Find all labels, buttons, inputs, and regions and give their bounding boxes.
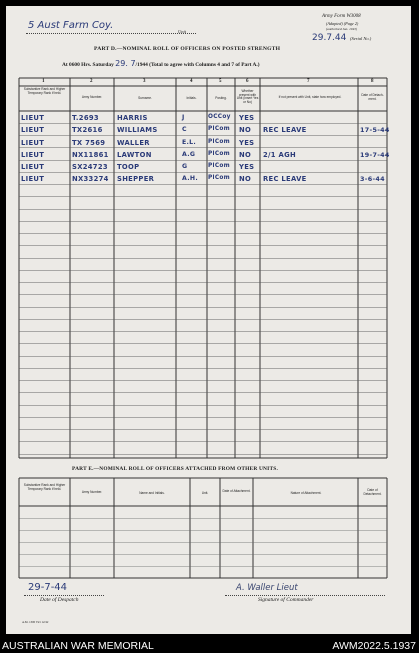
cell-rank: LIEUT — [21, 114, 45, 122]
col-header-detach-date: Date of Detach-ment. — [361, 93, 384, 101]
cell-surname: LAWTON — [117, 150, 152, 159]
col-number-4: 4 — [190, 79, 193, 84]
cell-rank: LIEUT — [21, 126, 45, 135]
cell-posting: PlCom — [208, 138, 231, 145]
col-number-6: 6 — [246, 79, 249, 84]
cell-present: YES — [239, 114, 255, 122]
army-form-label: Army Form W3008 — [322, 14, 361, 19]
col-header-surname: Surname. — [138, 96, 152, 100]
cell-posting: OCCoy — [208, 114, 231, 120]
cell-present: NO — [239, 126, 252, 135]
cell-surname: HARRIS — [117, 114, 148, 122]
col-number-5: 5 — [219, 79, 222, 84]
adapted-label: (Adapted) (Page 2) — [326, 21, 359, 26]
cell-present: NO — [239, 150, 252, 159]
cell-posting: PlCom — [208, 126, 231, 133]
cell-present: YES — [239, 138, 255, 147]
commander-signature: A. Waller Lieut — [236, 583, 298, 593]
at-line-date-handwritten: 29. 7 — [115, 59, 136, 68]
cell-rank: LIEUT — [21, 163, 45, 171]
cell-employed: REC LEAVE — [263, 175, 307, 184]
at-line-prefix: At 0600 Hrs. Saturday — [62, 62, 114, 68]
cell-date: 19-7-44 — [360, 150, 390, 159]
cell-employed: 2/1 AGH — [263, 150, 296, 159]
cell-initials: J — [182, 114, 185, 121]
serial-label: (Serial No.) — [350, 36, 372, 41]
e-header-attach-date: Date of Attachment. — [222, 489, 251, 493]
cell-initials: A.H. — [182, 175, 198, 183]
cell-rank: LIEUT — [21, 175, 45, 184]
cell-employed: REC LEAVE — [263, 126, 307, 135]
caption-institution: AUSTRALIAN WAR MEMORIAL — [2, 640, 154, 652]
cell-present: YES — [239, 163, 255, 171]
e-header-number: Army Number. — [81, 490, 103, 494]
caption-accession-number: AWM2022.5.1937 — [332, 640, 416, 652]
cell-surname: WILLIAMS — [117, 126, 158, 135]
unit-label: Unit — [178, 29, 187, 34]
at-line-year: /1944 — [135, 62, 148, 68]
cell-number: SX24723 — [72, 163, 108, 171]
part-e-title: PART E.—NOMINAL ROLL OF OFFICERS ATTACHED FROM OTHER UNITS. — [72, 466, 278, 472]
cell-initials: A.G — [182, 150, 196, 158]
part-d-title: PART D.—NOMINAL ROLL OF OFFICERS ON POSTED STRENGTH — [94, 46, 281, 52]
cell-surname: SHEPPER — [117, 175, 155, 184]
col-header-rank: Substantive Rank and Higher Temporary Rank if held. — [23, 87, 66, 95]
despatch-label: Date of Despatch — [40, 597, 79, 603]
serial-handwritten: 29.7.44 — [312, 33, 347, 43]
col-header-initials: Initials. — [186, 96, 197, 100]
printer-note: A.M. 1300 Vict 12/42 — [22, 620, 49, 624]
despatch-underline — [24, 595, 104, 596]
e-header-rank: Substantive Rank and Higher Temporary Rank if held. — [23, 483, 66, 491]
cell-initials: G — [182, 163, 188, 170]
cell-posting: PlCom — [208, 175, 231, 182]
cell-rank: LIEUT — [21, 138, 45, 147]
unit-handwritten: 5 Aust Farm Coy. — [28, 20, 114, 31]
col-number-3: 3 — [143, 79, 146, 84]
cell-number: TX 7569 — [72, 138, 106, 147]
at-line-note: (Total to agree with Columns 4 and 7 of Part A.) — [149, 62, 260, 68]
e-header-detach-date: Date of Detachment. — [363, 488, 382, 496]
col-header-number: Army Number. — [81, 95, 103, 99]
col-header-posting: Posting. — [215, 96, 227, 100]
cell-surname: WALLER — [117, 138, 150, 147]
cell-number: TX2616 — [72, 126, 103, 135]
col-header-present: Whether present with Unit (Insert Yes or No) — [236, 89, 259, 104]
cell-rank: LIEUT — [21, 150, 45, 159]
cell-initials: C — [182, 126, 187, 134]
cell-date: 17-5-44 — [360, 126, 390, 135]
e-header-nature: Nature of Attachment. — [290, 491, 322, 495]
cell-number: NX33274 — [72, 175, 109, 184]
signature-underline — [225, 595, 385, 596]
col-number-8: 8 — [371, 79, 374, 84]
col-number-2: 2 — [90, 79, 93, 84]
despatch-date-handwritten: 29-7-44 — [28, 582, 68, 593]
archive-caption-bar — [0, 638, 419, 653]
authorised-label: (authorised Jan. 1943) — [326, 27, 357, 31]
cell-initials: E.L. — [182, 138, 197, 146]
signature-label: Signature of Commander — [258, 597, 314, 603]
e-header-unit: Unit. — [201, 491, 209, 495]
col-number-1: 1 — [42, 79, 45, 84]
col-header-employed: If not present with Unit, state how employed. — [278, 95, 342, 99]
cell-number: T.2693 — [72, 114, 99, 122]
cell-number: NX11861 — [72, 150, 109, 159]
cell-date: 3-6-44 — [360, 175, 385, 184]
cell-posting: PlCom — [208, 163, 231, 169]
cell-surname: TOOP — [117, 163, 140, 171]
cell-posting: PlCom — [208, 150, 231, 157]
cell-present: NO — [239, 175, 252, 184]
e-header-name: Name and Initials. — [139, 491, 165, 495]
col-number-7: 7 — [307, 79, 310, 84]
